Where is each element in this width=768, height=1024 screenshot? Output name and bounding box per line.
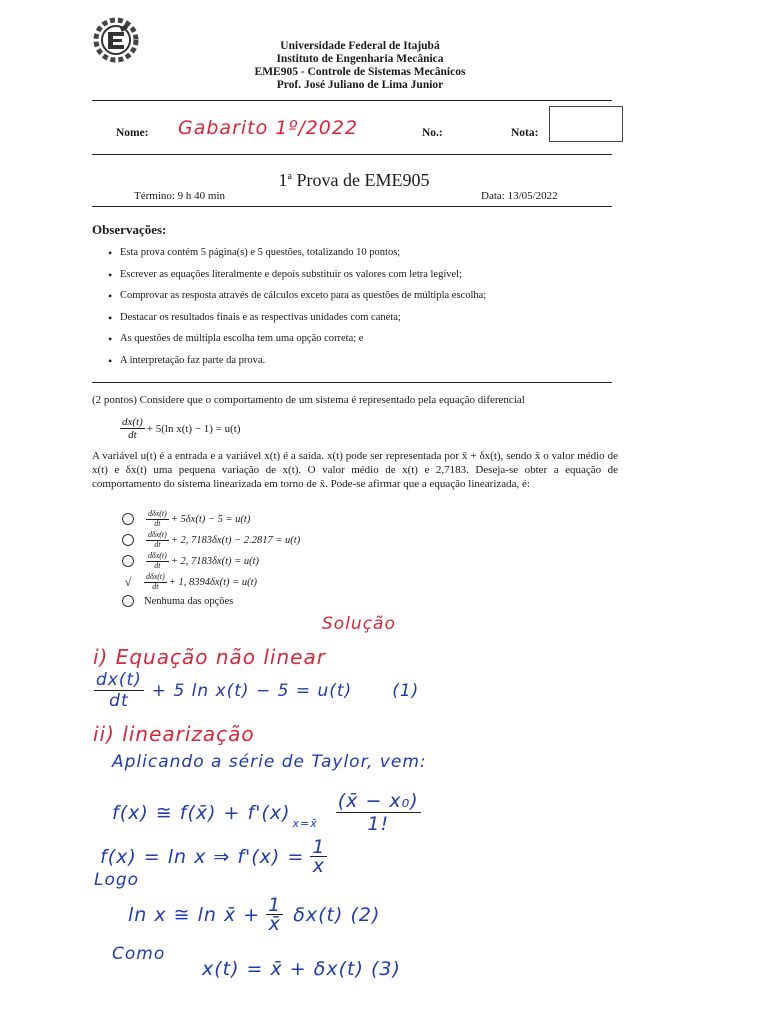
end-time: Término: 9 h 40 min <box>134 190 226 202</box>
option-c[interactable] <box>122 550 259 572</box>
solution-step-2: ii) linearização <box>93 722 255 746</box>
logo-word: Logo <box>94 870 140 890</box>
exam-title: 1$^a$ Prova de EME905 <box>278 170 430 190</box>
observations-list <box>92 247 612 376</box>
university-logo <box>90 14 142 66</box>
question-intro: (2 pontos) Considere que o comportamento de um sistema é representado pela equação diferencial <box>92 394 525 406</box>
option-radio[interactable] <box>122 595 134 607</box>
derivative-denominator: x <box>312 855 325 877</box>
name-value[interactable]: Gabarito 1º/2022 <box>178 117 359 139</box>
professor-name: Prof. José Juliano de Lima Junior <box>276 79 444 91</box>
taylor-text: Aplicando a série de Taylor, vem: <box>112 752 427 772</box>
eq1-tag: (1) <box>392 680 420 701</box>
option-checkmark[interactable]: √ <box>124 574 132 589</box>
option-frac-den: dt <box>152 581 159 591</box>
solution-title: Solução <box>322 614 396 634</box>
taylor-numerator: (x̄ − x₀) <box>337 790 419 812</box>
taylor-series <box>112 790 423 835</box>
observation-item: • A interpretação faz parte da prova. <box>92 355 612 377</box>
exam-date: Data: 13/05/2022 <box>481 190 558 202</box>
observation-item: • Comprovar as resposta através de cálculos exceto para as questões de múltipla escolha; <box>92 290 612 312</box>
option-frac-num: dδx(t) <box>148 509 167 518</box>
observation-item: • Destacar os resultados finais e as respectivas unidades com caneta; <box>92 312 612 334</box>
option-frac-num: dδx(t) <box>148 530 167 539</box>
equation-3: x(t) = x̄ + δx(t) (3) <box>202 958 401 980</box>
observation-item: • Esta prova contém 5 página(s) e 5 questões, totalizando 10 pontos; <box>92 247 612 269</box>
option-e[interactable] <box>122 590 233 612</box>
observation-item: • Escrever as equações literalmente e depois substituir os valores com letra legível; <box>92 269 612 291</box>
option-text: + 1, 8394δx(t) = u(t) <box>168 576 257 588</box>
option-text: + 5δx(t) − 5 = u(t) <box>170 513 251 525</box>
option-text: + 2, 7183δx(t) = u(t) <box>170 555 259 567</box>
equation-rest: + 5(ln x(t) − 1) = u(t) <box>146 422 241 435</box>
option-frac-num: dδx(t) <box>146 572 165 581</box>
option-frac-den: dt <box>154 560 161 570</box>
option-frac-num: dδx(t) <box>148 551 167 560</box>
grade-box[interactable] <box>549 106 623 142</box>
observation-item: • As questões de múltipla escolha tem uma opção correta; e <box>92 333 612 355</box>
equation-denominator: dt <box>128 429 137 441</box>
eq1-rest: + 5 ln x(t) − 5 = u(t) <box>151 680 353 701</box>
institute-name: Instituto de Engenharia Mecânica <box>276 53 444 65</box>
solution-step-1: i) Equação não linear <box>93 645 326 669</box>
derivative-lhs: f(x) = ln x ⇒ f'(x) = <box>100 845 305 868</box>
ln-numerator: 1 <box>268 894 282 916</box>
ln-denominator: x̄ <box>268 913 281 935</box>
header-rule-bottom <box>92 154 612 155</box>
option-radio[interactable] <box>122 513 134 525</box>
taylor-denominator: 1! <box>367 813 390 835</box>
option-text: + 2, 7183δx(t) − 2.2817 = u(t) <box>170 534 301 546</box>
observations-rule <box>92 382 612 383</box>
como-word: Como <box>112 944 166 964</box>
name-label: Nome: <box>116 127 149 139</box>
ln-rest: δx(t) (2) <box>293 903 381 926</box>
taylor-lhs: f(x) ≅ f(x̄) + f'(x) <box>112 801 291 824</box>
option-b[interactable] <box>122 529 300 551</box>
title-rule <box>92 206 612 207</box>
header-rule-top <box>92 100 612 101</box>
derivative-numerator: 1 <box>312 836 326 858</box>
solution-equation-1 <box>92 670 419 711</box>
option-radio[interactable] <box>122 555 134 567</box>
option-radio[interactable] <box>122 534 134 546</box>
university-name: Universidade Federal de Itajubá <box>280 40 440 52</box>
ln-approximation <box>128 896 380 933</box>
grade-label: Nota: <box>511 127 539 139</box>
option-frac-den: dt <box>154 539 161 549</box>
option-text: Nenhuma das opções <box>144 595 234 607</box>
ln-lhs: ln x ≅ ln x̄ + <box>128 903 261 926</box>
taylor-subscript: x=x̄ <box>292 817 318 830</box>
eq1-denominator: dt <box>109 691 129 711</box>
equation-numerator: dx(t) <box>122 416 143 428</box>
question-body: A variável u(t) é a entrada e a variável x(t) é a saída. x(t) pode ser representada por x̄ + δx(t), sendo x̄ o valor médio de x(t) e δx(t) uma pequena variação de x(t). O valor médio de x(t) e 2,7183. Deseja-se obter a equação de comportamento do sistema linearizada em torno de x̄. Pode-se afirmar que a equação linearizada, é: <box>92 450 618 490</box>
option-a[interactable] <box>122 508 250 530</box>
observations-title: Observações: <box>92 222 167 237</box>
eq1-numerator: dx(t) <box>96 670 142 690</box>
option-frac-den: dt <box>154 518 161 528</box>
question-equation <box>118 416 241 441</box>
course-name: EME905 - Controle de Sistemas Mecânicos <box>254 66 466 78</box>
number-label: No.: <box>422 127 443 139</box>
